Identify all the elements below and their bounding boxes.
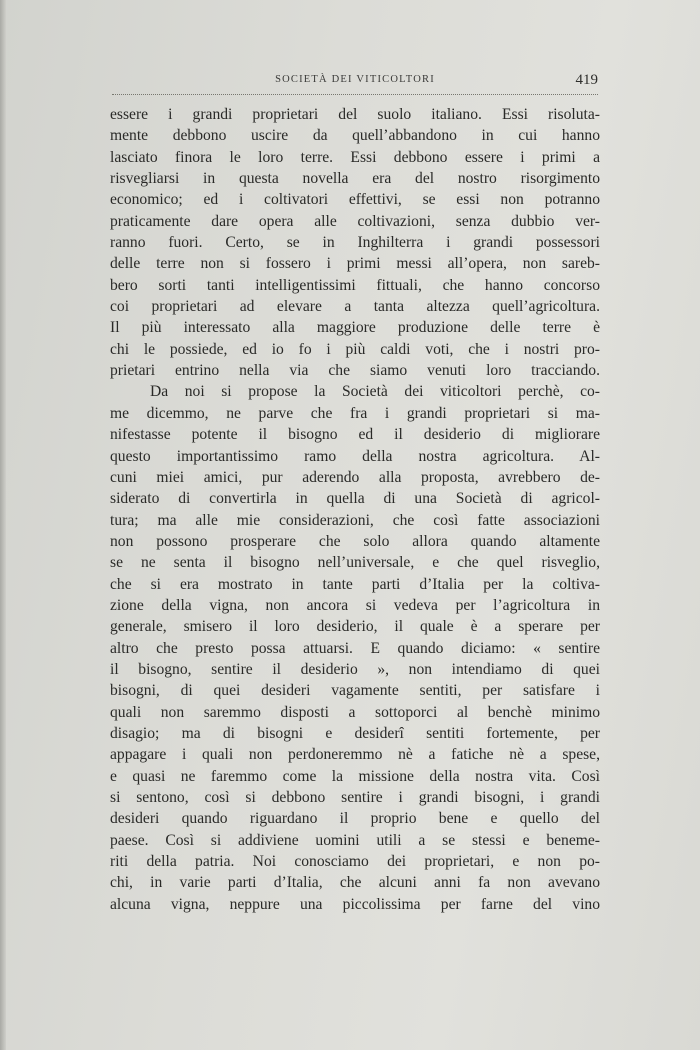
text-line: bisogni, di quei desideri vagamente sentiti, per satisfare i: [110, 682, 600, 700]
text-line: economico; ed i coltivatori effettivi, se essi non potranno: [110, 191, 600, 209]
text-line: chi le possiede, ed io fo i più caldi voti, che i nostri pro-: [110, 340, 600, 358]
text-line: riti della patria. Noi conosciamo dei proprietari, e non po-: [110, 853, 600, 871]
paragraph-first-line: Da noi si propose la Società dei viticoltori perchè, co-: [150, 383, 600, 401]
text-line: prietari entrino nella via che siamo venuti loro tracciando.: [110, 362, 600, 380]
text-line: il bisogno, sentire il desiderio », non intendiamo di quei: [110, 660, 600, 678]
text-line: si sentono, così si debbono sentire i grandi bisogni, i grandi: [110, 789, 600, 806]
text-line: appagare i quali non perdoneremmo nè a fatiche nè a spese,: [110, 746, 600, 764]
text-line: generale, smisero il loro desiderio, il quale è a sperare per: [110, 618, 600, 636]
text-line: me dicemmo, ne parve che fra i grandi proprietari si ma-: [110, 404, 600, 422]
running-head: [112, 70, 598, 94]
text-line: nifestasse potente il bisogno ed il desiderio di migliorare: [110, 426, 600, 444]
text-line: che si era mostrato in tante parti d’Italia per la coltiva-: [110, 575, 600, 593]
text-line: paese. Così si addiviene uomini utili a se stessi e beneme-: [110, 831, 600, 849]
text-line: se ne senta il bisogno nell’universale, e che quel risveglio,: [110, 554, 600, 572]
text-line: chi, in varie parti d’Italia, che alcuni anni fa non avevano: [110, 874, 600, 892]
text-line: zione della vigna, non ancora si vedeva per l’agricoltura in: [110, 596, 600, 614]
text-line: siderato di convertirla in quella di una Società di agricol-: [110, 490, 600, 508]
text-line: cuni miei amici, pur aderendo alla proposta, avrebbero de-: [110, 468, 600, 486]
text-line: quali non saremmo disposti a sottoporci al benchè minimo: [110, 703, 600, 721]
text-line: Il più interessato alla maggiore produzione delle terre è: [110, 319, 600, 337]
text-line: non possono prosperare che solo allora quando altamente: [110, 532, 600, 550]
text-line: desideri quando riguardano il proprio bene e quello del: [110, 810, 600, 828]
text-line: tura; ma alle mie considerazioni, che così fatte associazioni: [110, 511, 600, 529]
text-line: questo importantissimo ramo della nostra agricoltura. Al-: [110, 447, 600, 465]
body-text: [110, 104, 600, 915]
text-line: delle terre non si fossero i primi messi all’opera, non sareb-: [110, 255, 600, 273]
text-line: essere i grandi proprietari del suolo italiano. Essi risoluta-: [110, 106, 600, 123]
header-rule: [112, 94, 598, 95]
text-line: coi proprietari ad elevare a tanta altezza quell’agricoltura.: [110, 298, 600, 316]
text-line: risvegliarsi in questa novella era del nostro risorgimento: [110, 170, 600, 188]
text-line: e quasi ne faremmo come la missione della nostra vita. Così: [110, 767, 600, 785]
text-line: praticamente dare opera alle coltivazioni, senza dubbio ver-: [110, 212, 600, 230]
text-line: alcuna vigna, neppure una piccolissima per farne del vino: [110, 895, 600, 913]
text-line: disagio; ma di bisogni e desiderî sentiti fortemente, per: [110, 724, 600, 742]
text-line: lasciato finora le loro terre. Essi debbono essere i primi a: [110, 148, 600, 166]
text-line: altro che presto possa attuarsi. E quando diciamo: « sentire: [110, 639, 600, 657]
page-number: 419: [575, 72, 598, 88]
running-title: SOCIETÀ DEI VITICOLTORI: [275, 74, 435, 85]
text-line: bero sorti tanti intelligentissimi fittuali, che hanno concorso: [110, 276, 600, 294]
text-line: ranno fuori. Certo, se in Inghilterra i grandi possessori: [110, 234, 600, 252]
text-line: mente debbono uscire da quell’abbandono in cui hanno: [110, 127, 600, 145]
